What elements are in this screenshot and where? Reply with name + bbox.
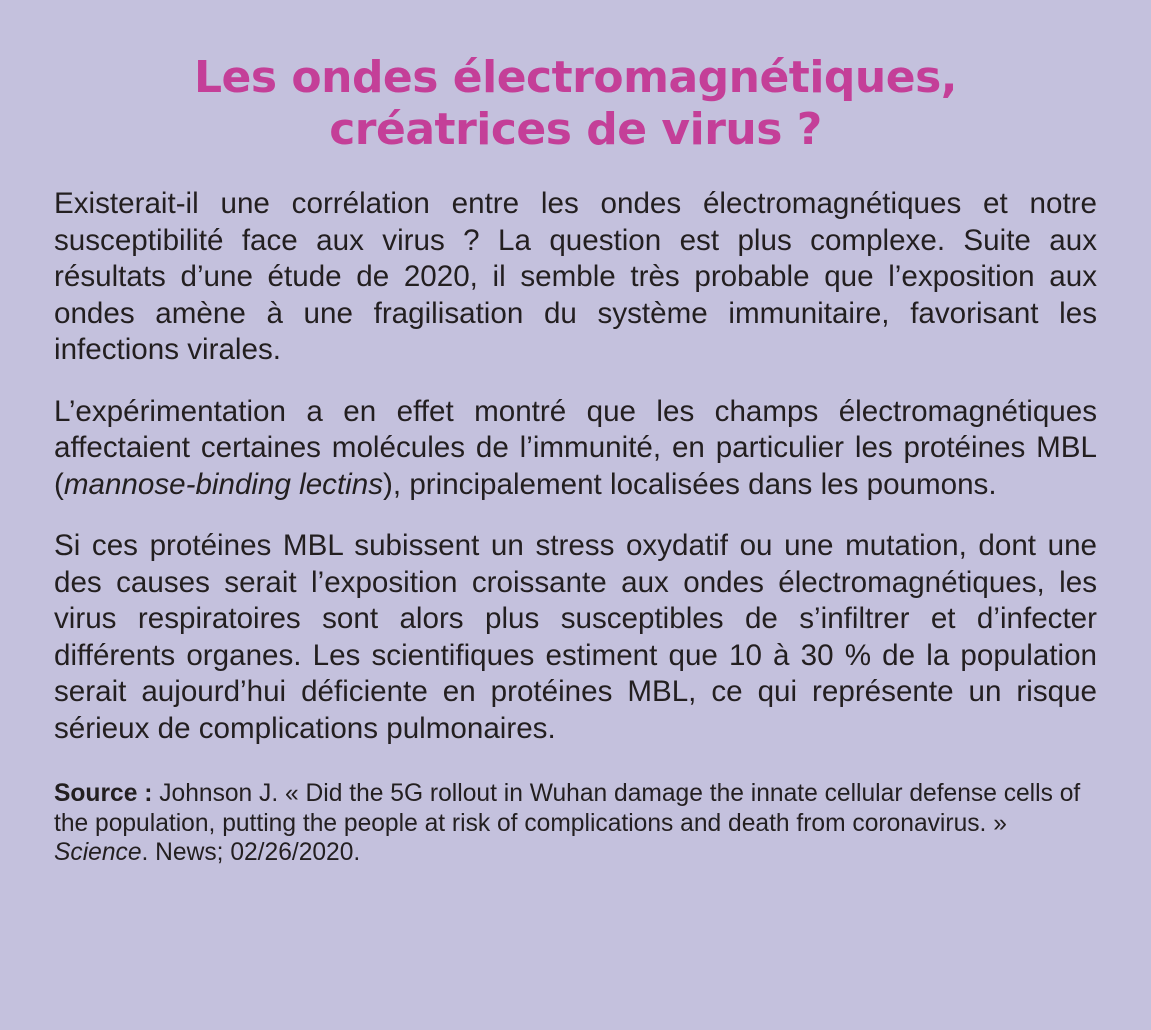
source-citation <box>54 779 1097 868</box>
source-text-start: Johnson J. « Did the 5G rollout in Wuhan damage the innate cellular defense cells of the population, putting the people at risk of complications and death from coronavirus. » <box>54 780 1081 837</box>
title-line-1: Les ondes électromagnétiques, <box>194 52 957 103</box>
source-journal: Science <box>54 839 142 866</box>
paragraph-2 <box>54 394 1097 504</box>
source-text-end: . News; 02/26/2020. <box>141 839 361 866</box>
source-label: Source : <box>54 780 153 807</box>
title-line-2: créatrices de virus ? <box>329 104 822 155</box>
paragraph-3: Si ces protéines MBL subissent un stress oxydatif ou une mutation, dont une des causes serait l’exposition croissante aux ondes électromagnétiques, les virus respiratoires sont alors plus susceptibles de s’infiltrer et d’infecter différents organes. Les scientifiques estiment que 10 à 30 % de la population serait aujourd’hui déficiente en protéines MBL, ce qui représente un risque sérieux de complications pulmonaires. <box>54 529 1097 745</box>
paragraph-1: Existerait-il une corrélation entre les ondes électromagnétiques et notre susceptibilité face aux virus ? La question est plus complexe. Suite aux résultats d’une étude de 2020, il semble très probable que l’exposition aux ondes amène à une fragilisation du système immunitaire, favorisant les infections virales. <box>54 187 1097 366</box>
box-title <box>54 52 1097 156</box>
paragraph-2-text-start: L’expérimentation a en effet montré que les champs électromagnétiques affectaient certaines molécules de l’immunité, en particulier les protéines MBL ( <box>54 394 1097 501</box>
paragraph-2-text-end: ), principalement localisées dans les poumons. <box>383 467 997 501</box>
paragraph-2-italic-term: mannose-binding lectins <box>63 467 384 501</box>
